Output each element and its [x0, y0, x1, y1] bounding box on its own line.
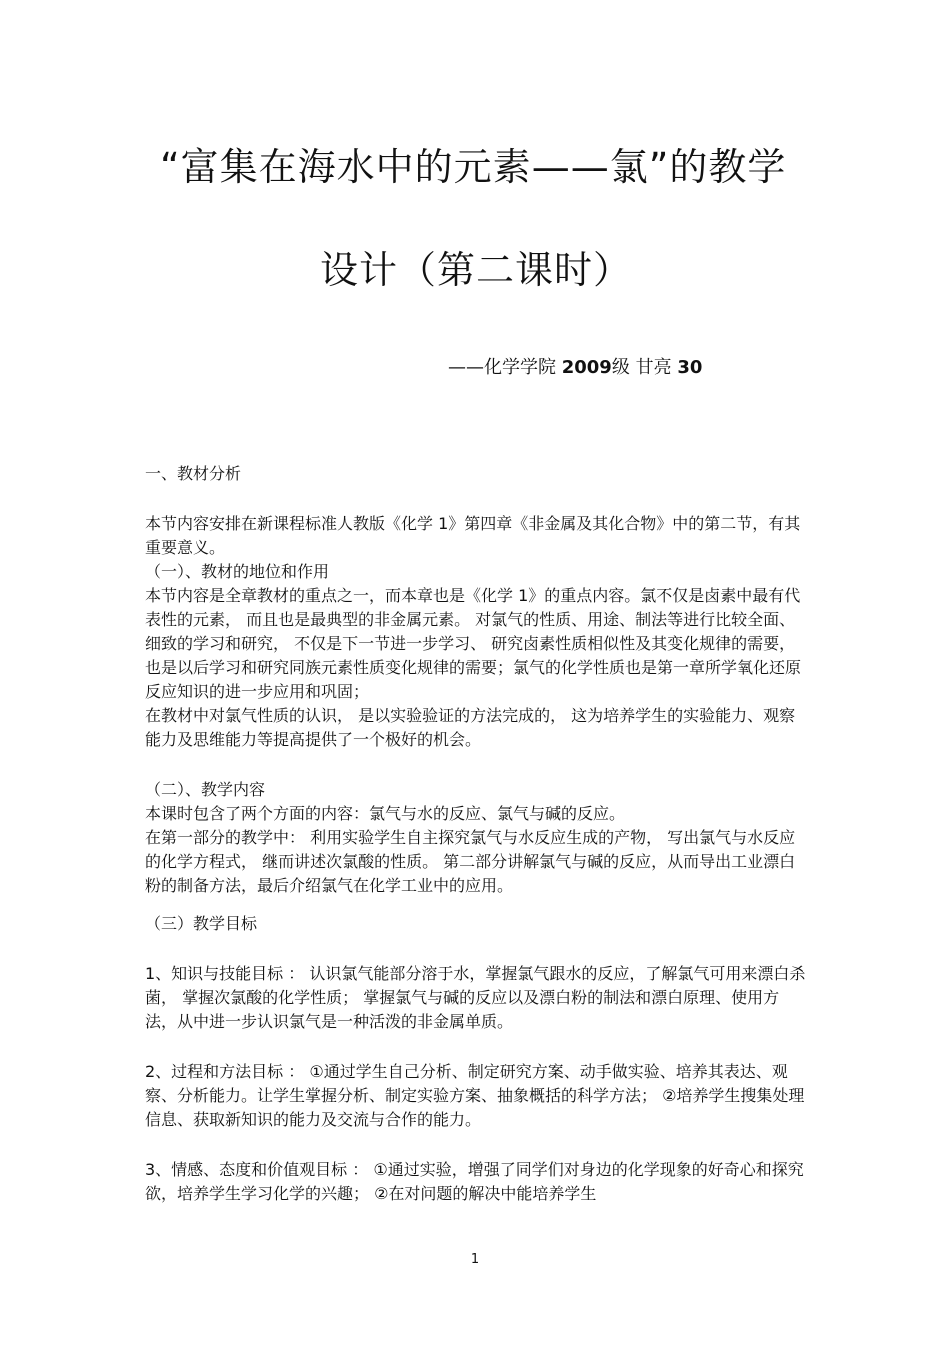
subsection-heading-goals: （三）教学目标 — [145, 914, 258, 933]
goal-process-methods: 2、过程和方法目标 ： ①通过学生自己分析、制定研究方案、动手做实验、培养其表达、观察、分析能力。让学生掌握分析、制定实验方案、抽象概括的科学方法； ②培养学生搜集处理信息、获取新知识的能力及交流与合作的能力。 — [145, 1062, 805, 1129]
content-paragraph: 本课时包含了两个方面的内容：氯气与水的反应、氯气与碱的反应。 — [145, 804, 626, 823]
author-year: 2009 — [561, 357, 612, 378]
position-paragraph-2: 在教材中对氯气性质的认识， 是以实验验证的方法完成的， 这为培养学生的实验能力、观察能力及思维能力等提高提供了一个极好的机会。 — [145, 706, 796, 749]
document-title-line-1: “富集在海水中的元素——氯”的教学 — [160, 145, 787, 189]
goal-emotion-values: 3、情感、态度和价值观目标 ： ①通过实验，增强了同学们对身边的化学现象的好奇心和探究欲，培养学生学习化学的兴趣； ②在对问题的解决中能培养学生 — [145, 1160, 804, 1203]
page-number: 1 — [470, 1252, 480, 1267]
author-prefix: ——化学学院 — [448, 357, 556, 378]
subsection-heading-content: （二）、教学内容 — [145, 780, 266, 799]
subsection-heading-position: （一）、教材的地位和作用 — [145, 562, 330, 581]
author-number: 30 — [677, 357, 703, 378]
position-paragraph: 本节内容是全章教材的重点之一，而本章也是《化学 1》的重点内容。氯不仅是卤素中最有代表性的元素， 而且也是最典型的非金属元素。 对氯气的性质、用途、制法等进行比较全面、 细致的学习和研究， 不仅是下一节进一步学习、 研究卤素性质相似性及其变化规律的需要， 也是以后学习和研究同族元素性质变化规律的需要；氯气的化学性质也是第一章所学氧化还原反应知识的进一步应用和巩固； — [145, 586, 802, 701]
section-heading-textbook-analysis: 一、教材分析 — [145, 464, 242, 483]
author-line — [448, 355, 702, 381]
document-body — [145, 462, 810, 1206]
author-grade: 级 甘亮 — [611, 357, 672, 378]
intro-paragraph: 本节内容安排在新课程标准人教版《化学 1》第四章《非金属及其化合物》中的第二节，有其重要意义。 — [145, 514, 801, 557]
document-title-line-2: 设计（第二课时） — [320, 248, 633, 292]
content-paragraph-2: 在第一部分的教学中： 利用实验学生自主探究氯气与水反应生成的产物， 写出氯气与水反应的化学方程式， 继而讲述次氯酸的性质。 第二部分讲解氯气与碱的反应，从而导出工业漂白粉的制备方法，最后介绍氯气在化学工业中的应用。 — [145, 828, 796, 895]
goal-knowledge-skills: 1、知识与技能目标 ： 认识氯气能部分溶于水，掌握氯气跟水的反应，了解氯气可用来漂白杀菌， 掌握次氯酸的化学性质； 掌握氯气与碱的反应以及漂白粉的制法和漂白原理、使用方法，从中进一步认识氯气是一种活泼的非金属单质。 — [145, 964, 806, 1031]
